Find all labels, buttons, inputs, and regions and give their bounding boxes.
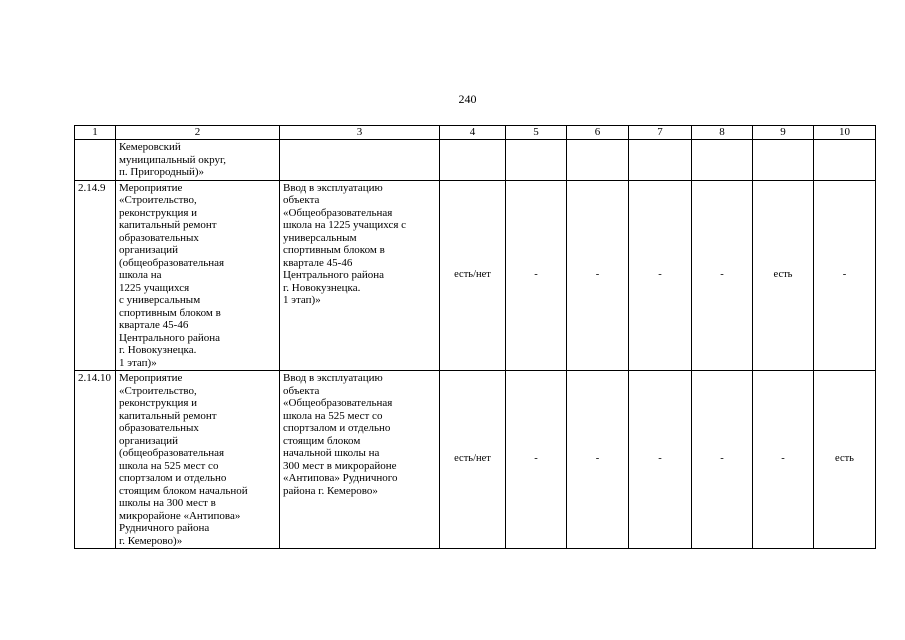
text-line: спортзалом и отдельно xyxy=(283,422,391,434)
text-line: Рудничного района xyxy=(119,522,210,534)
text-line: спортивным блоком в xyxy=(119,306,221,319)
text-line: школа на xyxy=(119,269,162,281)
text-line: «Строительство, xyxy=(119,384,197,397)
column-number: 2 xyxy=(116,126,280,140)
value-cell xyxy=(629,140,692,181)
column-number: 8 xyxy=(692,126,753,140)
text-line: капитальный ремонт xyxy=(119,409,217,422)
value-cell xyxy=(692,140,753,181)
indicator-name-cell xyxy=(280,180,440,371)
value-cell: есть/нет xyxy=(440,371,506,549)
value-cell xyxy=(440,140,506,181)
column-number: 1 xyxy=(75,126,116,140)
value-cell: - xyxy=(506,180,567,371)
text-line: Мероприятие xyxy=(119,181,183,194)
text-line: «Строительство, xyxy=(119,194,197,206)
value-cell: - xyxy=(567,371,629,549)
column-number: 4 xyxy=(440,126,506,140)
text-line: Центрального района xyxy=(283,269,385,281)
text-line: спортзалом и отдельно xyxy=(119,472,227,484)
text-line: 1 этап)» xyxy=(283,294,321,306)
text-line: квартале 45-46 xyxy=(283,256,353,269)
text-line: «Общеобразовательная xyxy=(283,397,393,409)
value-cell: есть/нет xyxy=(440,180,506,371)
text-line: квартале 45-46 xyxy=(119,319,189,331)
text-line: реконструкция и xyxy=(119,397,198,409)
value-cell: - xyxy=(753,371,814,549)
text-line: образовательных xyxy=(119,231,199,244)
row-number: 2.14.9 xyxy=(75,180,116,371)
page-number: 240 xyxy=(458,92,477,106)
value-cell xyxy=(567,140,629,181)
text-line: с универсальным xyxy=(119,294,201,306)
text-line: начальной школы на xyxy=(283,447,380,459)
value-cell: - xyxy=(692,371,753,549)
text-line: п. Пригородный)» xyxy=(119,166,205,178)
indicators-table xyxy=(74,125,876,549)
indicator-name-cell xyxy=(280,140,440,181)
text-line: района г. Кемерово» xyxy=(283,484,378,497)
text-line: капитальный ремонт xyxy=(119,219,217,231)
value-cell xyxy=(814,140,876,181)
table-row xyxy=(75,140,876,181)
value-cell xyxy=(753,140,814,181)
text-line: (общеобразовательная xyxy=(119,256,225,269)
row-number: 2.14.10 xyxy=(75,371,116,549)
measure-name-cell xyxy=(116,140,280,181)
text-line: образовательных xyxy=(119,422,199,434)
measure-name-cell xyxy=(116,180,280,371)
value-cell: - xyxy=(506,371,567,549)
text-line: Ввод в эксплуатацию xyxy=(283,372,383,384)
text-line: реконструкция и xyxy=(119,206,198,219)
table-row xyxy=(75,180,876,371)
text-line: г. Кемерово)» xyxy=(119,534,183,547)
text-line: универсальным xyxy=(283,231,357,244)
text-line: г. Новокузнецка. xyxy=(119,344,197,356)
text-line: 300 мест в микрорайоне xyxy=(283,459,397,472)
text-line: спортивным блоком в xyxy=(283,244,385,256)
text-line: объекта xyxy=(283,194,320,206)
text-line: «Общеобразовательная xyxy=(283,206,393,219)
text-line: 1225 учащихся xyxy=(119,281,190,294)
text-line: организаций xyxy=(119,244,179,256)
column-number-row xyxy=(75,126,876,140)
value-cell: - xyxy=(692,180,753,371)
text-line: школа на 1225 учащихся с xyxy=(283,219,407,231)
text-line: школы на 300 мест в xyxy=(119,497,216,509)
value-cell: есть xyxy=(753,180,814,371)
text-line: Ввод в эксплуатацию xyxy=(283,181,383,194)
text-line: объекта xyxy=(283,384,320,397)
value-cell: - xyxy=(567,180,629,371)
measure-name-cell xyxy=(116,371,280,549)
text-line: «Антипова» Рудничного xyxy=(283,472,398,484)
value-cell: есть xyxy=(814,371,876,549)
indicator-name-cell xyxy=(280,371,440,549)
text-line: организаций xyxy=(119,434,179,447)
text-line: стоящим блоком xyxy=(283,434,361,447)
value-cell: - xyxy=(814,180,876,371)
value-cell: - xyxy=(629,180,692,371)
value-cell: - xyxy=(629,371,692,549)
column-number: 10 xyxy=(814,126,876,140)
text-line: г. Новокузнецка. xyxy=(283,281,361,294)
column-number: 6 xyxy=(567,126,629,140)
value-cell xyxy=(506,140,567,181)
column-number: 5 xyxy=(506,126,567,140)
text-line: школа на 525 мест со xyxy=(283,409,383,422)
text-line: микрорайоне «Антипова» xyxy=(119,509,241,522)
text-line: Мероприятие xyxy=(119,372,183,384)
text-line: школа на 525 мест со xyxy=(119,459,219,472)
row-number xyxy=(75,140,116,181)
column-number: 9 xyxy=(753,126,814,140)
text-line: Кемеровский xyxy=(119,141,181,153)
text-line: стоящим блоком начальной xyxy=(119,484,248,497)
text-line: Центрального района xyxy=(119,331,221,344)
text-line: 1 этап)» xyxy=(119,356,157,369)
text-line: муниципальный округ, xyxy=(119,153,227,166)
table-row xyxy=(75,371,876,549)
column-number: 3 xyxy=(280,126,440,140)
column-number: 7 xyxy=(629,126,692,140)
text-line: (общеобразовательная xyxy=(119,447,225,459)
